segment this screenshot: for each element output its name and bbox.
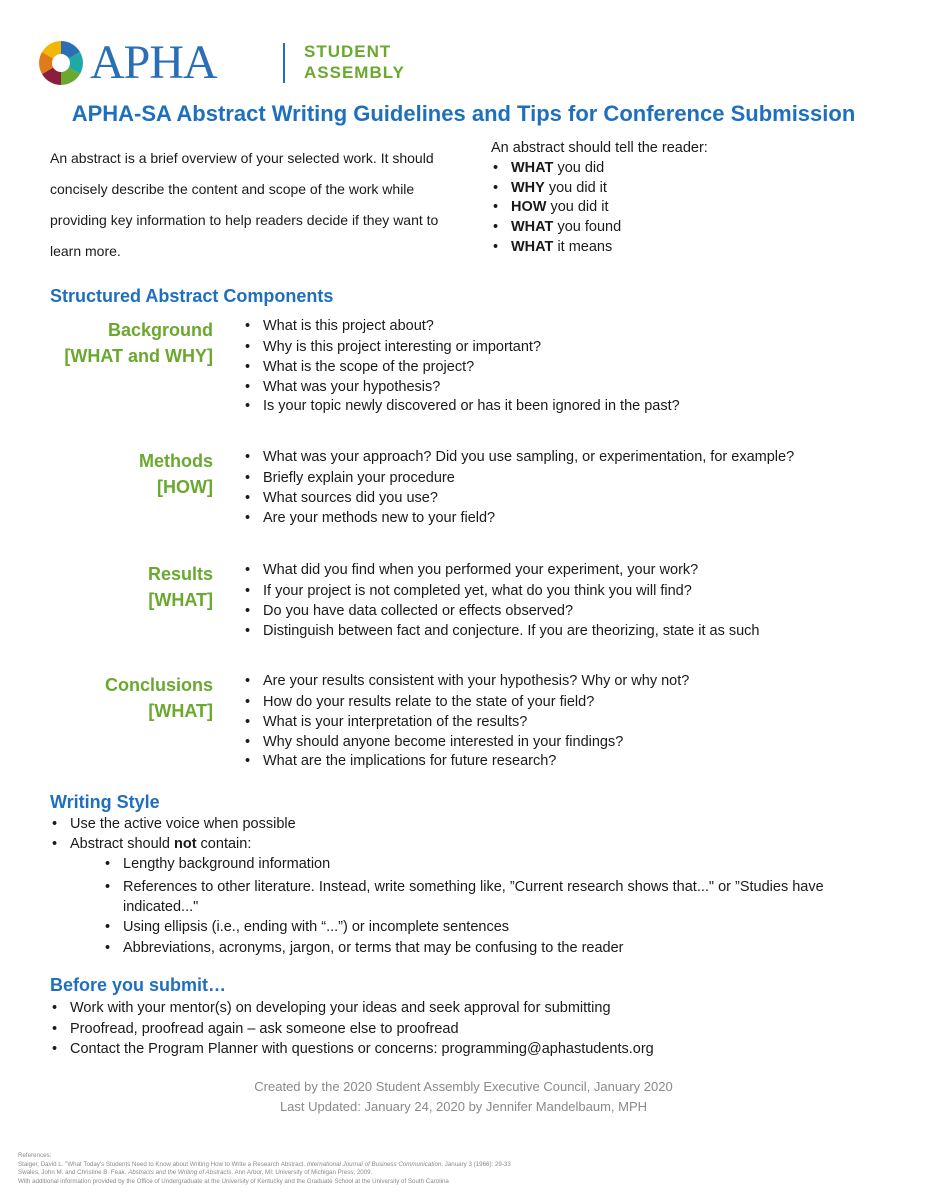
page-title: APHA-SA Abstract Writing Guidelines and Tips for Conference Submission [71, 101, 856, 126]
list-item: • What are the implications for future research? [243, 752, 903, 772]
background-label: Background [WHAT and WHY] [64, 320, 213, 366]
list-item: • Are your results consistent with your hypothesis? Why or why not? [243, 672, 903, 692]
list-item: • Using ellipsis (i.e., ending with “...”) or incomplete sentences [103, 917, 893, 938]
writing-style-sublist [103, 854, 893, 959]
references [18, 1152, 918, 1187]
methods-label: Methods [HOW] [139, 451, 213, 497]
list-item: • References to other literature. Instead, write something like, ”Current research shows that..." or ”Studies have indicated..." [103, 877, 893, 917]
writing-style-list [50, 815, 900, 855]
list-item: • Abbreviations, acronyms, jargon, or terms that may be confusing to the reader [103, 938, 893, 959]
apha-wordmark: APHA [90, 36, 217, 89]
writing-style-heading: Writing Style [50, 792, 160, 812]
list-item: • Proofread, proofread again – ask someone else to proofread [50, 1019, 900, 1040]
conclusions-questions [243, 672, 903, 772]
credits-updated: Last Updated: January 24, 2020 by Jennifer Mandelbaum, MPH [279, 1099, 648, 1114]
list-item: • What was your hypothesis? [243, 378, 903, 398]
reader-checklist [491, 138, 911, 258]
credits [0, 1077, 927, 1117]
list-item: • Are your methods new to your field? [243, 509, 903, 529]
reader-item: • WHY you did it [491, 179, 911, 199]
reader-item: • WHAT you did [491, 159, 911, 179]
list-item: • Briefly explain your procedure [243, 469, 903, 489]
list-item: • What is your interpretation of the results? [243, 713, 903, 733]
reference-2: Swales, John M. and Christine B. Feak. Abstracts and the Writing of Abstracts. Ann Arbor, MI: University of Michigan Press, 2009. [18, 1169, 373, 1177]
logo-divider [283, 43, 285, 83]
list-item: • Abstract should not contain: [50, 835, 900, 855]
methods-questions [243, 448, 903, 528]
list-item: • Is your topic newly discovered or has it been ignored in the past? [243, 397, 903, 417]
reader-item: • WHAT you found [491, 218, 911, 238]
reference-3: With additional information provided by the Office of Undergraduate at the University of Kentucky and the Graduate School at the University of South Carolina [18, 1178, 449, 1186]
conclusions-label: Conclusions [WHAT] [104, 675, 213, 721]
reference-1: Staiger, David L. "What Today's Students Need to Know about Writing How to Write a Research Abstract. International Journal of Business Communication. January 3 (1966): 29-33 [18, 1160, 511, 1168]
results-label: Results [WHAT] [147, 564, 213, 610]
list-item: • What sources did you use? [243, 489, 903, 509]
list-item: • Distinguish between fact and conjecture. If you are theorizing, state it as such [243, 622, 903, 642]
credits-created: Created by the 2020 Student Assembly Executive Council, January 2020 [254, 1079, 673, 1094]
list-item: • Contact the Program Planner with questions or concerns: programming@aphastudents.org [50, 1039, 900, 1060]
list-item: • Do you have data collected or effects observed? [243, 602, 903, 622]
list-item: • Why is this project interesting or important? [243, 338, 903, 358]
list-item: • Use the active voice when possible [50, 815, 900, 835]
list-item: • Why should anyone become interested in your findings? [243, 733, 903, 753]
list-item: • Work with your mentor(s) on developing your ideas and seek approval for submitting [50, 998, 900, 1019]
student-assembly-wordmark [304, 41, 405, 83]
list-item: • How do your results relate to the state of your field? [243, 693, 903, 713]
structured-heading: Structured Abstract Components [50, 286, 334, 306]
list-item: • What is the scope of the project? [243, 358, 903, 378]
list-item: • If your project is not completed yet, what do you think you will find? [243, 582, 903, 602]
intro-paragraph: An abstract is a brief overview of your selected work. It should concisely describe the content and scope of the work while providing key information to help readers decide if they want to learn more. [50, 150, 439, 259]
reader-item: • WHAT it means [491, 238, 911, 258]
assembly-line-1: STUDENT [304, 42, 392, 61]
list-item: • What is this project about? [243, 317, 903, 337]
results-questions [243, 561, 903, 641]
reader-item: • HOW you did it [491, 198, 911, 218]
list-item: • What did you find when you performed your experiment, your work? [243, 561, 903, 581]
background-questions [243, 317, 903, 417]
apha-wheel-icon [38, 40, 84, 86]
list-item: • What was your approach? Did you use sampling, or experimentation, for example? [243, 448, 903, 468]
apha-student-assembly-logo [38, 36, 405, 89]
before-submit-heading: Before you submit… [50, 975, 227, 995]
reader-heading: An abstract should tell the reader: [491, 140, 708, 156]
before-submit-list [50, 998, 900, 1060]
references-heading: References: [18, 1152, 52, 1159]
assembly-line-2: ASSEMBLY [304, 63, 405, 82]
list-item: • Lengthy background information [103, 854, 893, 875]
